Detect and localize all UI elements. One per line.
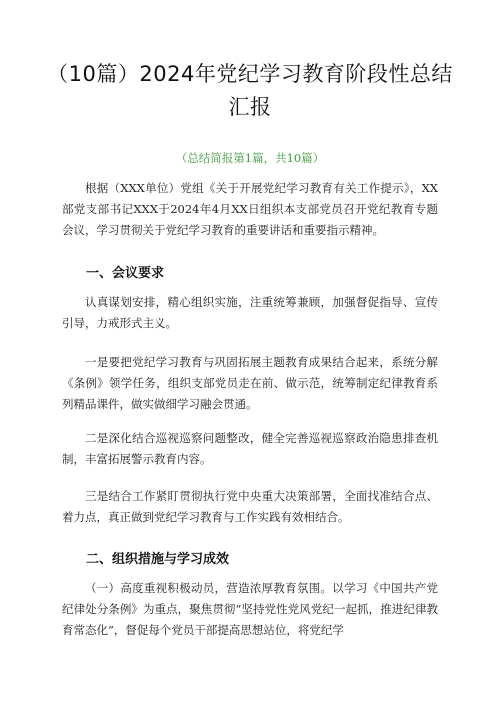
section2-heading: 二、组织措施与学习成效 — [86, 552, 230, 567]
section1-paragraph-3: 二是深化结合巡视巡察问题整改，健全完善巡视巡察政治隐患排查机制，丰富拓展警示教育内容。 — [62, 431, 438, 466]
section1-paragraph-1: 认真谋划安排，精心组织实施，注重统筹兼顾，加强督促指导、宣传引导，力戒形式主义。 — [62, 295, 438, 330]
section1-paragraph-4: 三是结合工作紧盯贯彻执行党中央重大决策部署，全面找准结合点、着力点，真正做到党纪学习教育与工作实践有效相结合。 — [62, 489, 438, 524]
section1-paragraph-2: 一是要把党纪学习教育与巩固拓展主题教育成果结合起来，系统分解《条例》领学任务，组织支部党员走在前、做示范，统筹制定纪律教育系列精品课件，做实做细学习融会贯通。 — [62, 355, 438, 411]
intro-paragraph: 根据（XXX单位）党组《关于开展党纪学习教育有关工作提示》，XX部党支部书记XXX于2024年4月XX日组织本支部党员召开党纪教育专题会议，学习贯彻关于党纪学习教育的重要讲话和重要指示精神。 — [62, 181, 438, 237]
section2-paragraph-1: （一）高度重视积极动员，营造浓厚教育氛围。以学习《中国共产党纪律处分条例》为重点，聚焦贯彻“坚持党性党风党纪一起抓，推进纪律教育常态化”，督促每个党员干部提高思想站位，将党纪学 — [62, 581, 438, 637]
document-title: （10篇）2024年党纪学习教育阶段性总结汇报 — [47, 62, 453, 119]
section1-heading: 一、会议要求 — [86, 266, 165, 281]
document-subtitle: （总结简报第1篇，共10篇） — [175, 151, 325, 165]
